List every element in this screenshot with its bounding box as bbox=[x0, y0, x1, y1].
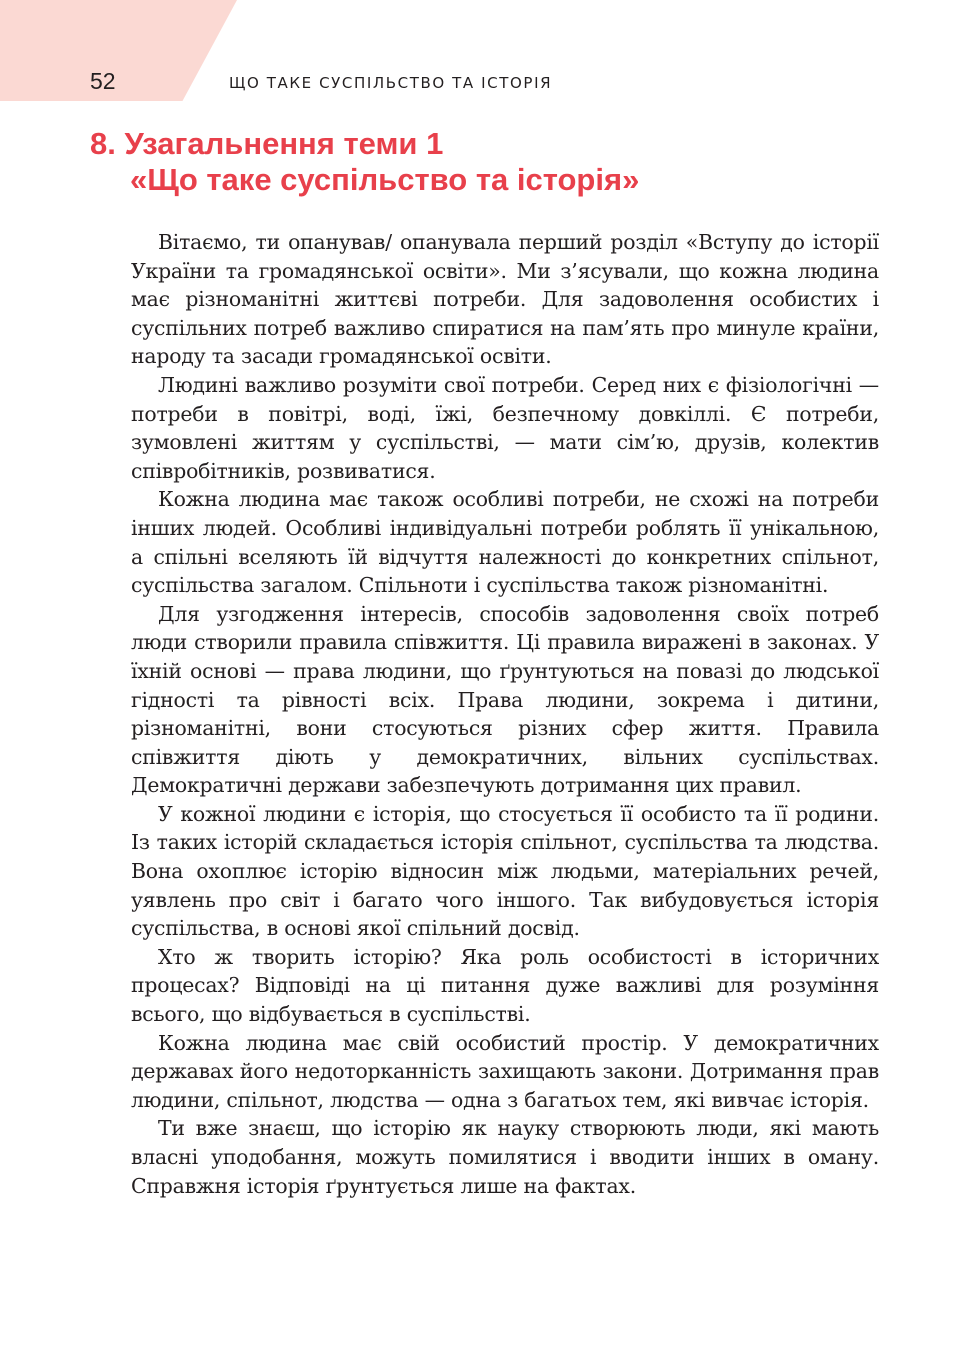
page-corner-tab bbox=[0, 0, 237, 101]
paragraph: Людині важливо розуміти свої потреби. Серед них є фізіологічні — потреби в повітрі, воді, їжі, безпечному довкіллі. Є потреби, зумовлені життям у суспільстві, — мати сім’ю, друзів, колектив співробітників, розвиватися. bbox=[131, 372, 879, 483]
paragraph: У кожної людини є історія, що стосується її особисто та її родини. Із таких історій складається історія спільнот, суспільства та людства. Вона охоплює історію відносин між людьми, матеріальних речей, уявлень про світ і багато чого іншого. Так вибудовується історія суспільства, в основі якої спільний досвід. bbox=[131, 801, 879, 941]
paragraph: Вітаємо, ти опанував/ опанувала перший розділ «Вступу до історії України та громадянської освіти». Ми з’ясували, що кожна людина має різноманітні життєві потреби. Для задоволення особистих і суспільних потреб важливо спиратися на пам’ять про минуле країни, народу та засади громадянської освіти. bbox=[131, 230, 879, 369]
paragraph: Кожна людина має свій особистий простір. У демократичних державах його недоторканність захищають закони. Дотримання прав людини, спільнот, людства — одна з багатьох тем, які вивчає історія. bbox=[131, 1030, 879, 1112]
paragraph: Хто ж творить історію? Яка роль особистості в історичних процесах? Відповіді на ці питання дуже важливі для розуміння всього, що відбувається в суспільстві. bbox=[131, 944, 879, 1027]
section-title-line-2: «Що таке суспільство та історія» bbox=[130, 162, 640, 197]
paragraph: Для узгодження інтересів, способів задоволення своїх потреб люди створили правила співжиття. Ці правила виражені в законах. У їхній основі — права людини, що ґрунтуються на повазі до людської гідності та рівності всіх. Права людини, зокрема і дитини, різноманітні, вони стосуються різних сфер життя. Правила співжиття діють у демократичних, вільних суспільствах. Демократичні держави забезпечують дотримання цих правил. bbox=[131, 601, 879, 798]
paragraph: Ти вже знаєш, що історію як науку створюють люди, які мають власні уподобання, можуть помилятися і вводити інших в оману. Справжня історія ґрунтується лише на фактах. bbox=[131, 1116, 879, 1198]
paragraph: Кожна людина має також особливі потреби, не схожі на потреби інших людей. Особливі індивідуальні потреби роблять її унікальною, а спільні вселяють їй відчуття належності до конкретних спільнот, суспільства загалом. Спільноти і суспільства також різноманітні. bbox=[131, 487, 879, 598]
body-text bbox=[131, 228, 879, 1200]
running-header: ЩО ТАКЕ СУСПІЛЬСТВО ТА ІСТОРІЯ bbox=[229, 74, 553, 92]
section-title bbox=[90, 126, 890, 198]
section-title-line-1: 8. Узагальнення теми 1 bbox=[90, 126, 444, 161]
page-number: 52 bbox=[90, 68, 116, 94]
